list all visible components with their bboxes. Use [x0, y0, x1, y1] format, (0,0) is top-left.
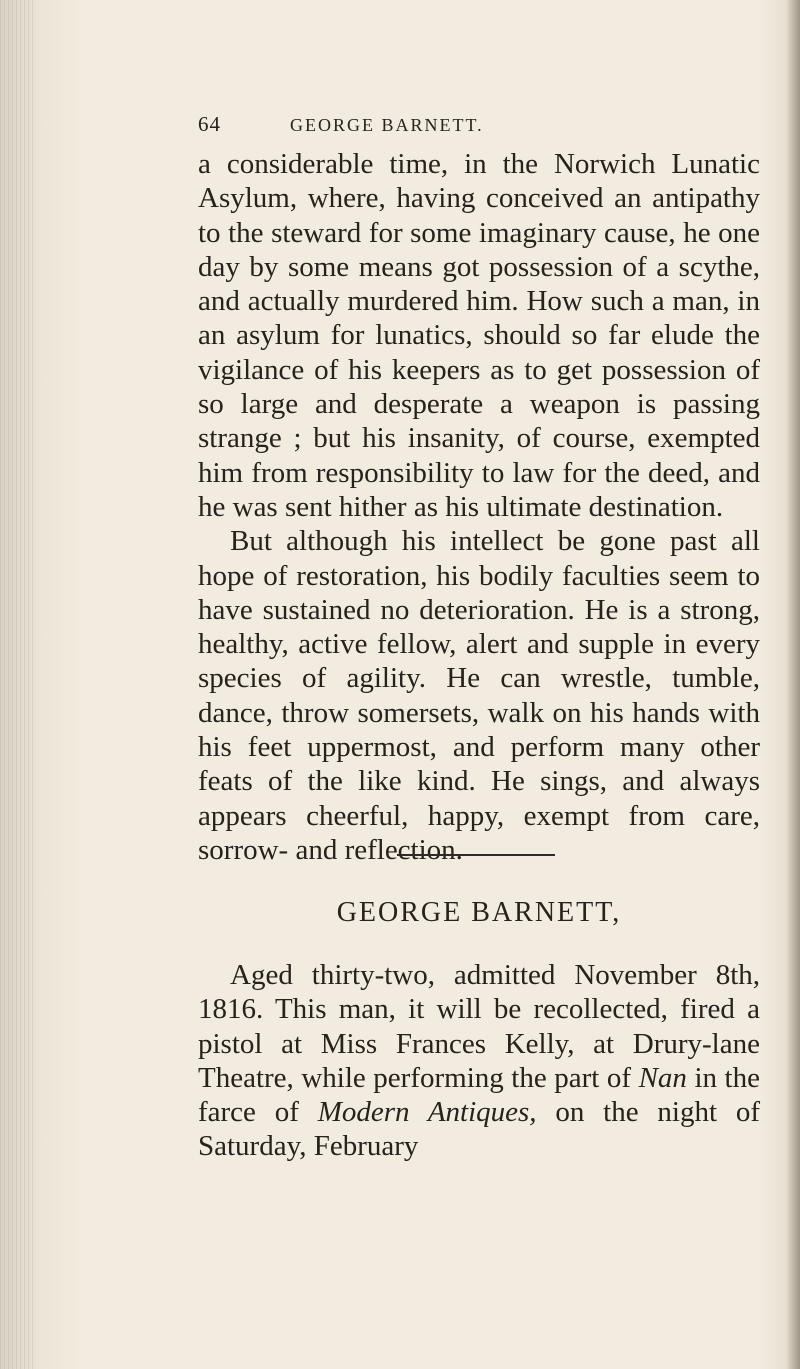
- running-title: GEORGE BARNETT.: [290, 115, 484, 135]
- section-text-part-3: on the night of Saturday, February: [198, 1096, 761, 1163]
- body-text: [198, 147, 760, 867]
- binding-gutter: [0, 0, 36, 1369]
- section-divider-rule: [397, 854, 555, 856]
- running-head: [198, 112, 758, 136]
- section-text-part-2: in the farce of: [198, 1061, 760, 1129]
- section-heading: GEORGE BARNETT,: [336, 897, 622, 928]
- paragraph-1: a considerable time, in the Norwich Lunatic Asylum, where, having conceived an antipathy to the steward for some imaginary cause, he one day by some means got possession of a scythe, and actually murdered him. How such a man, in an asylum for lunatics, should so far elude the vigilance of his keepers as to get possession of so large and desperate a weapon is passing strange ; but his insanity, of course, exempted him from responsibility to law for the deed, and he was sent hither as his ultimate destination.: [198, 148, 760, 523]
- paragraph-2: But although his intellect be gone past all hope of restoration, his bodily faculties seem to have sustained no deterioration. He is a strong, healthy, active fellow, alert and supple in every species of agility. He can wrestle, tumble, dance, throw somersets, walk on his hands with his feet uppermost, and perform many other feats of the like kind. He sings, and always appears cheerful, happy, exempt from care, sorrow- and reflection.: [198, 525, 760, 866]
- section-paragraph: [198, 958, 760, 1164]
- page-edge-shadow: [786, 0, 800, 1369]
- section-text: [198, 958, 760, 1164]
- section-text-part-1: Aged thirty-two, admitted November 8th, 1816. This man, it will be recollected, fired a pistol at Miss Frances Kelly, at Drury-lane Theatre, while performing the part of: [198, 959, 760, 1094]
- page-number: 64: [198, 112, 221, 136]
- role-name-italic: Nan: [638, 1061, 687, 1094]
- play-title-italic: Modern Antiques,: [317, 1096, 537, 1129]
